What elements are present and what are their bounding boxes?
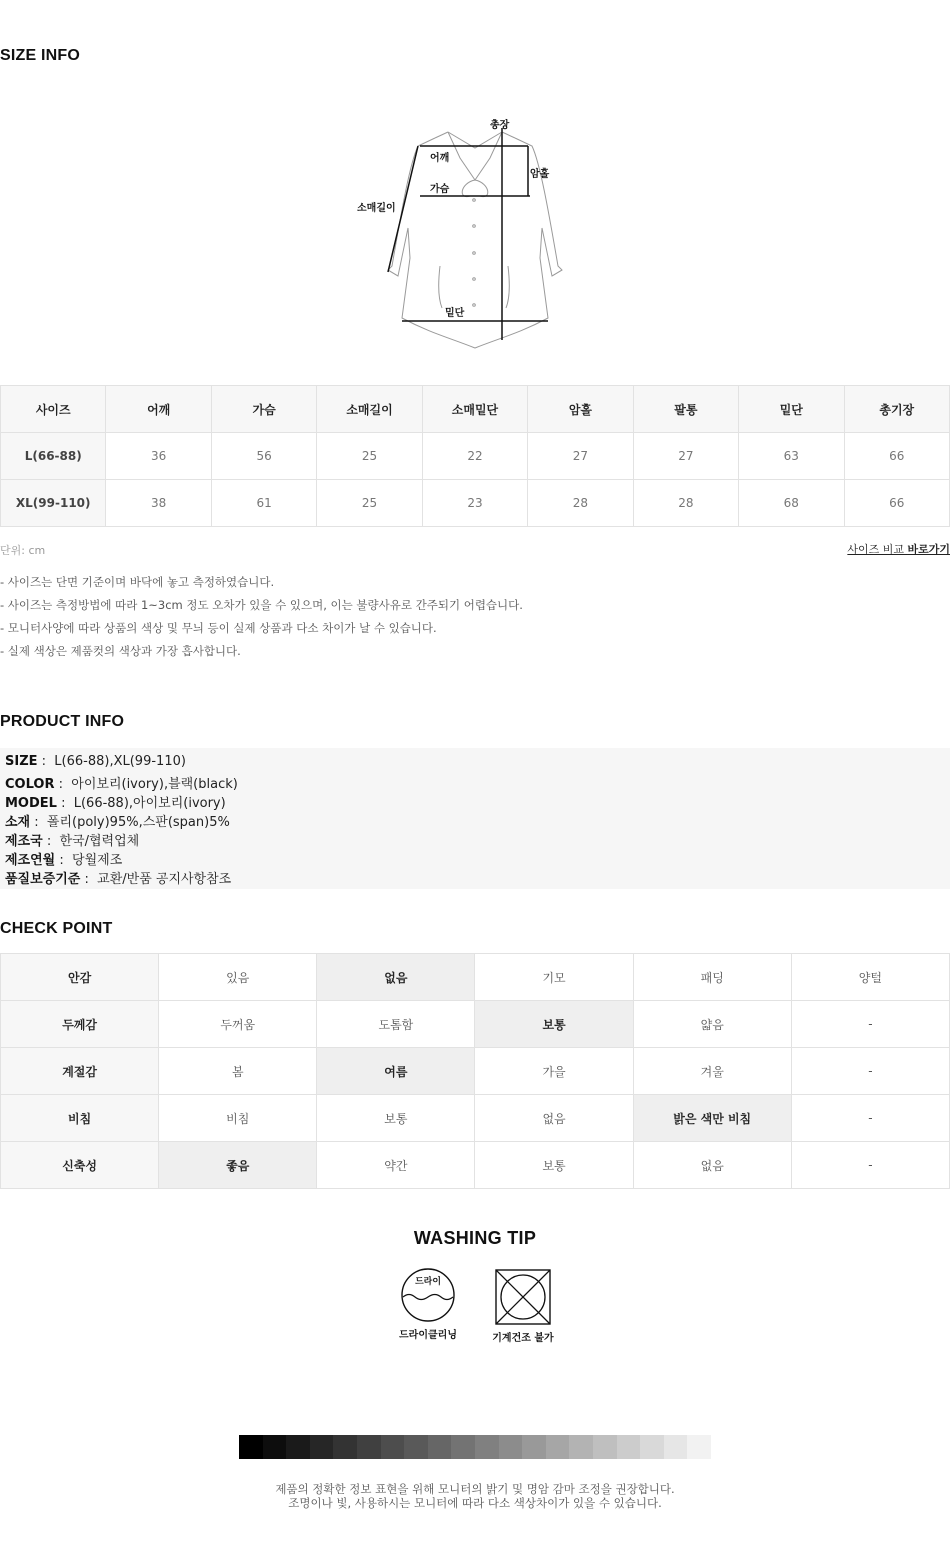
grayscale-swatch: [357, 1435, 381, 1459]
check-point-label: 비침: [1, 1095, 159, 1142]
table-cell: 27: [633, 433, 738, 480]
product-info-row: 소재 : 폴리(poly)95%,스판(span)5%: [5, 815, 230, 830]
note-item: - 사이즈는 단면 기준이며 바닥에 놓고 측정하였습니다.: [0, 575, 275, 589]
check-point-row: [1, 1095, 950, 1142]
size-compare-link[interactable]: [847, 541, 950, 557]
table-cell: 23: [422, 480, 527, 527]
check-point-label: 안감: [1, 954, 159, 1001]
check-point-option: 양털: [791, 954, 949, 1001]
check-point-option: 약간: [317, 1142, 475, 1189]
check-point-option: 없음: [633, 1142, 791, 1189]
table-cell: 28: [528, 480, 633, 527]
check-point-label: 계절감: [1, 1048, 159, 1095]
product-info-value: 당월제조: [72, 853, 123, 868]
table-cell: 68: [739, 480, 844, 527]
dry-clean-icon: [400, 1268, 456, 1322]
header-cell: 어깨: [106, 386, 211, 433]
check-point-row: [1, 1142, 950, 1189]
diagram-label-total-length: 총장: [490, 120, 510, 131]
table-row: [1, 480, 950, 527]
product-info-row: COLOR : 아이보리(ivory),블랙(black): [5, 777, 238, 792]
check-point-option: 없음: [475, 1095, 633, 1142]
grayscale-swatch: [310, 1435, 334, 1459]
check-point-option: -: [791, 1095, 949, 1142]
product-info-row: 품질보증기준 : 교환/반품 공지사항참조: [5, 872, 232, 887]
check-point-option: 비침: [159, 1095, 317, 1142]
grayscale-swatch: [593, 1435, 617, 1459]
check-point-label: 두께감: [1, 1001, 159, 1048]
check-point-option-selected: 없음: [317, 954, 475, 1001]
check-point-option: -: [791, 1048, 949, 1095]
grayscale-swatch: [286, 1435, 310, 1459]
product-info-row: 제조국 : 한국/협력업체: [5, 834, 140, 849]
note-item: - 모니터사양에 따라 상품의 색상 및 무늬 등이 실제 상품과 다소 차이가 날 수 있습니다.: [0, 621, 437, 635]
check-point-option-selected: 보통: [475, 1001, 633, 1048]
unit-label: 단위: cm: [0, 544, 46, 557]
header-cell: 팔통: [633, 386, 738, 433]
check-point-option: 보통: [475, 1142, 633, 1189]
table-cell: 66: [844, 480, 950, 527]
product-info-key: MODEL: [5, 796, 57, 811]
check-point-option-selected: 좋음: [159, 1142, 317, 1189]
table-cell: 25: [317, 433, 422, 480]
grayscale-swatch: [522, 1435, 546, 1459]
grayscale-swatch: [569, 1435, 593, 1459]
diagram-label-sleeve: 소매길이: [357, 203, 396, 214]
table-row: [1, 433, 950, 480]
product-info-key: 제조연월: [5, 853, 56, 868]
header-cell: 소매길이: [317, 386, 422, 433]
check-point-option: 겨울: [633, 1048, 791, 1095]
size-notes: [0, 574, 523, 666]
table-cell: 36: [106, 433, 211, 480]
product-info-value: 폴리(poly)95%,스판(span)5%: [46, 815, 230, 830]
product-info-key: SIZE: [5, 754, 38, 769]
check-point-option: 두꺼움: [159, 1001, 317, 1048]
check-point-option: 있음: [159, 954, 317, 1001]
check-point-title: CHECK POINT: [0, 920, 113, 937]
diagram-label-chest: 가슴: [430, 184, 450, 195]
product-info-title: PRODUCT INFO: [0, 713, 125, 730]
grayscale-swatch: [263, 1435, 287, 1459]
product-info-key: COLOR: [5, 777, 55, 792]
check-point-option: -: [791, 1001, 949, 1048]
product-info-key: 제조국: [5, 834, 43, 849]
check-point-option: 가을: [475, 1048, 633, 1095]
grayscale-swatch: [687, 1435, 711, 1459]
dry-clean-label: 드라이클리닝: [399, 1330, 457, 1341]
grayscale-swatch: [451, 1435, 475, 1459]
table-cell: 25: [317, 480, 422, 527]
check-point-option: 얇음: [633, 1001, 791, 1048]
size-compare-prefix: 사이즈 비교: [847, 543, 908, 556]
grayscale-swatch: [546, 1435, 570, 1459]
dry-icon-text: 드라이: [414, 1277, 442, 1287]
table-cell: 63: [739, 433, 844, 480]
grayscale-swatch: [617, 1435, 641, 1459]
grayscale-swatch: [381, 1435, 405, 1459]
product-info-value: 교환/반품 공지사항참조: [97, 872, 232, 887]
check-point-option: 보통: [317, 1095, 475, 1142]
header-cell: 암홀: [528, 386, 633, 433]
check-point-row: [1, 954, 950, 1001]
check-point-label: 신축성: [1, 1142, 159, 1189]
header-cell: 소매밑단: [422, 386, 527, 433]
grayscale-calibration-bar: [239, 1435, 711, 1459]
size-label: L(66-88): [1, 433, 106, 480]
check-point-option: 기모: [475, 954, 633, 1001]
check-point-row: [1, 1048, 950, 1095]
header-cell: 밑단: [739, 386, 844, 433]
check-point-row: [1, 1001, 950, 1048]
product-info-box: [0, 748, 950, 889]
diagram-label-armhole: 암홀: [530, 169, 550, 180]
product-info-value: 아이보리(ivory),블랙(black): [71, 777, 238, 792]
table-cell: 27: [528, 433, 633, 480]
table-cell: 22: [422, 433, 527, 480]
check-point-option: 도톰함: [317, 1001, 475, 1048]
table-cell: 66: [844, 433, 950, 480]
grayscale-swatch: [239, 1435, 263, 1459]
washing-tip-title: WASHING TIP: [413, 1228, 537, 1248]
size-label: XL(99-110): [1, 480, 106, 527]
grayscale-swatch: [404, 1435, 428, 1459]
footer-line-2: 조명이나 빛, 사용하시는 모니터에 따라 다소 색상차이가 있을 수 있습니다.: [288, 1496, 662, 1510]
check-point-option-selected: 밝은 색만 비침: [633, 1095, 791, 1142]
dress-illustration: [340, 108, 600, 358]
footer-line-1: 제품의 정확한 정보 표현을 위해 모니터의 밝기 및 명암 감마 조정을 권장합니다.: [275, 1482, 675, 1496]
header-cell: 가슴: [211, 386, 316, 433]
size-table-header: [1, 386, 950, 433]
grayscale-swatch: [499, 1435, 523, 1459]
check-point-option: 패딩: [633, 954, 791, 1001]
no-tumble-dry-icon: [494, 1268, 552, 1326]
table-cell: 56: [211, 433, 316, 480]
diagram-label-hem: 밑단: [445, 308, 465, 319]
table-cell: 28: [633, 480, 738, 527]
check-point-option-selected: 여름: [317, 1048, 475, 1095]
note-item: - 사이즈는 측정방법에 따라 1~3cm 정도 오차가 있을 수 있으며, 이는 불량사유로 간주되기 어렵습니다.: [0, 598, 523, 612]
size-diagram: [340, 108, 600, 358]
product-info-row: SIZE : L(66-88),XL(99-110): [5, 754, 186, 769]
size-compare-action: 바로가기: [907, 543, 950, 556]
product-info-key: 품질보증기준: [5, 872, 81, 887]
product-info-row: 제조연월 : 당월제조: [5, 853, 123, 868]
grayscale-swatch: [333, 1435, 357, 1459]
no-tumble-dry-label: 기계건조 불가: [492, 1333, 554, 1344]
note-item: - 실제 색상은 제품컷의 색상과 가장 흡사합니다.: [0, 644, 241, 658]
check-point-option: -: [791, 1142, 949, 1189]
diagram-label-shoulder: 어깨: [430, 153, 450, 164]
size-table: [0, 385, 950, 527]
grayscale-swatch: [640, 1435, 664, 1459]
size-info-title: SIZE INFO: [0, 47, 81, 64]
header-cell: 총기장: [844, 386, 950, 433]
check-point-table: [0, 953, 950, 1189]
product-info-value: L(66-88),아이보리(ivory): [73, 796, 226, 811]
check-point-option: 봄: [159, 1048, 317, 1095]
table-cell: 38: [106, 480, 211, 527]
grayscale-swatch: [475, 1435, 499, 1459]
product-info-value: 한국/협력업체: [59, 834, 140, 849]
header-cell: 사이즈: [1, 386, 106, 433]
product-info-row: MODEL : L(66-88),아이보리(ivory): [5, 796, 226, 811]
grayscale-swatch: [428, 1435, 452, 1459]
grayscale-swatch: [664, 1435, 688, 1459]
product-info-key: 소재: [5, 815, 31, 830]
table-cell: 61: [211, 480, 316, 527]
product-info-value: L(66-88),XL(99-110): [54, 754, 186, 769]
